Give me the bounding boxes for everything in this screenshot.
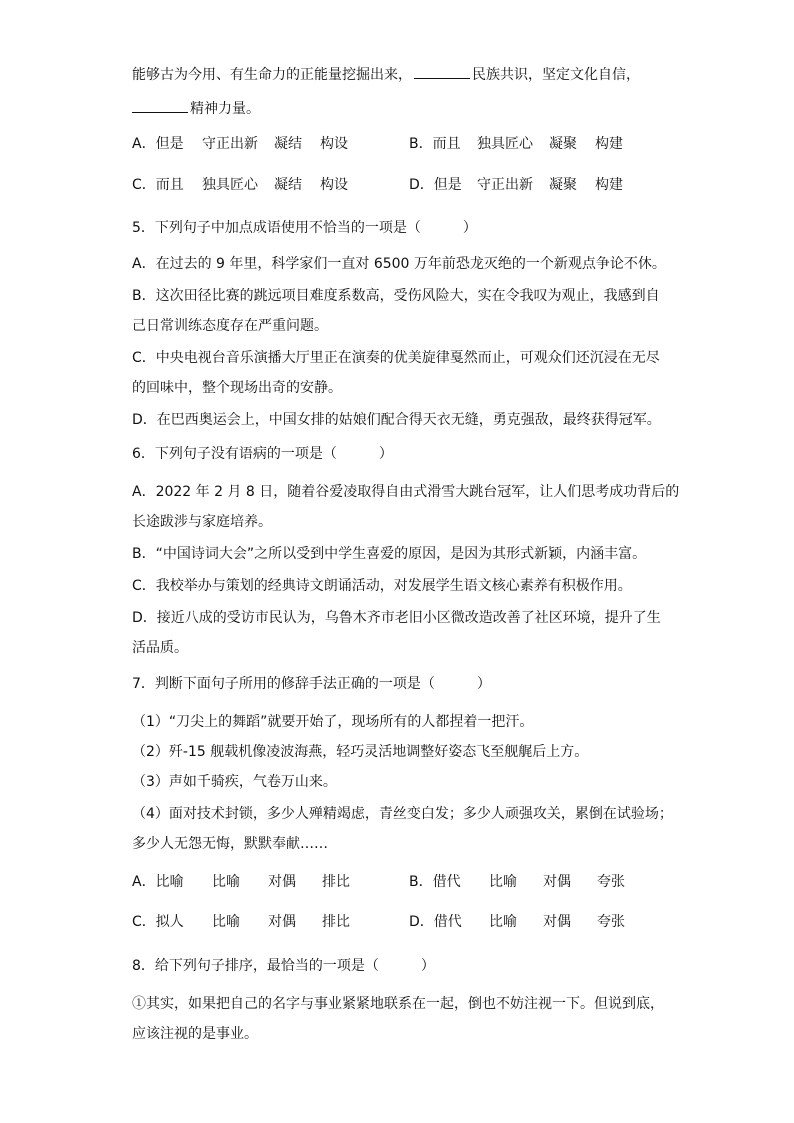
option-word: 比喻 (489, 874, 517, 890)
q6-option-d-line-2: 活品质。 (132, 640, 188, 656)
option-label: A．但是 (132, 136, 184, 152)
q4-text-a: 能够古为今用、有生命力的正能量挖掘出来， (132, 67, 412, 83)
q4-option-a[interactable] (132, 134, 348, 154)
q5-option-b-line-1[interactable]: B．这次田径比赛的跳远项目难度系数高，受伤风险大，实在令我叹为观止，我感到自 (132, 288, 660, 304)
option-label: D．但是 (409, 177, 462, 193)
q7-stem: 7．判断下面句子所用的修辞手法正确的一项是（ ） (132, 676, 491, 692)
option-word: 排比 (322, 874, 350, 890)
q4-text-b: 民族共识，坚定文化自信， (472, 67, 640, 83)
option-word: 凝结 (274, 136, 302, 152)
q8-sentence-1-line-2: 应该注视的是事业。 (132, 1026, 258, 1042)
option-word: 独具匠心 (202, 177, 258, 193)
q7-option-a[interactable] (132, 872, 350, 892)
q6-option-b[interactable]: B．“中国诗词大会”之所以受到中学生喜爱的原因，是因为其形式新颖，内涵丰富。 (132, 546, 647, 562)
option-word: 构设 (320, 136, 348, 152)
option-word: 凝聚 (549, 177, 577, 193)
q7-option-b[interactable] (409, 872, 625, 892)
option-word: 比喻 (212, 914, 240, 930)
option-word: 构设 (320, 177, 348, 193)
q7-option-c[interactable] (132, 912, 350, 932)
q8-sentence-1-line-1: ①其实，如果把自己的名字与事业紧紧地联系在一起，倒也不妨注视一下。但说到底， (132, 996, 664, 1012)
q5-option-b-line-2: 己日常训练态度存在严重问题。 (132, 318, 328, 334)
q4-option-d[interactable] (409, 175, 623, 195)
q5-option-c-line-1[interactable]: C．中央电视台音乐演播大厅里正在演奏的优美旋律戛然而止，可观众们还沉浸在无尽 (132, 350, 660, 366)
option-word: 独具匠心 (477, 136, 533, 152)
option-word: 凝结 (274, 177, 302, 193)
fill-blank[interactable] (132, 98, 188, 113)
fill-blank[interactable] (414, 64, 470, 79)
q6-option-a-line-2: 长途跋涉与家庭培养。 (132, 514, 272, 530)
option-label: C．而且 (132, 177, 184, 193)
option-word: 构建 (595, 177, 623, 193)
q7-sentence-3: （3）声如千骑疾，气卷万山来。 (132, 774, 337, 790)
option-word: 对偶 (268, 914, 296, 930)
option-label: B．借代 (409, 874, 461, 890)
q4-option-b[interactable] (409, 134, 623, 154)
option-word: 夸张 (597, 914, 625, 930)
option-word: 守正出新 (477, 177, 533, 193)
q7-sentence-4-line-2: 多少人无怨无悔，默默奉献…… (132, 836, 328, 852)
q7-sentence-1: （1）“刀尖上的舞蹈”就要开始了，现场所有的人都捏着一把汗。 (132, 714, 534, 730)
option-label: B．而且 (409, 136, 461, 152)
option-word: 守正出新 (202, 136, 258, 152)
q5-stem: 5．下列句子中加点成语使用不恰当的一项是（ ） (132, 220, 477, 236)
q6-option-d-line-1[interactable]: D．接近八成的受访市民认为，乌鲁木齐市老旧小区微改造改善了社区环境，提升了生 (132, 610, 661, 626)
q7-sentence-4-line-1: （4）面对技术封锁，多少人殚精竭虑，青丝变白发；多少人顽强攻关，累倒在试验场； (132, 806, 673, 822)
option-word: 夸张 (597, 874, 625, 890)
option-word: 对偶 (268, 874, 296, 890)
q7-option-d[interactable] (409, 912, 625, 932)
q4-stem-line-1 (132, 64, 640, 85)
option-word: 比喻 (212, 874, 240, 890)
option-label: C．拟人 (132, 914, 184, 930)
q7-sentence-2: （2）歼-15 舰载机像凌波海燕，轻巧灵活地调整好姿态飞至舰艉后上方。 (132, 744, 589, 760)
q6-stem: 6．下列句子没有语病的一项是（ ） (132, 446, 393, 462)
q4-stem-line-2 (132, 98, 260, 119)
option-word: 凝聚 (549, 136, 577, 152)
option-word: 对偶 (543, 874, 571, 890)
q6-option-a-line-1[interactable]: A．2022 年 2 月 8 日，随着谷爱凌取得自由式滑雪大跳台冠军，让人们思考成功背后的 (132, 484, 680, 500)
option-label: D．借代 (409, 914, 462, 930)
option-word: 对偶 (543, 914, 571, 930)
q8-stem: 8．给下列句子排序，最恰当的一项是（ ） (132, 958, 435, 974)
option-word: 构建 (595, 136, 623, 152)
q5-option-a[interactable]: A．在过去的 9 年里，科学家们一直对 6500 万年前恐龙灭绝的一个新观点争论不休。 (132, 256, 666, 272)
q5-option-c-line-2: 的回味中，整个现场出奇的安静。 (132, 380, 342, 396)
option-label: A．比喻 (132, 874, 184, 890)
q6-option-c[interactable]: C．我校举办与策划的经典诗文朗诵活动，对发展学生语文核心素养有积极作用。 (132, 578, 632, 594)
option-word: 比喻 (489, 914, 517, 930)
q4-option-c[interactable] (132, 175, 348, 195)
q5-option-d[interactable]: D．在巴西奥运会上，中国女排的姑娘们配合得天衣无缝，勇克强敌，最终获得冠军。 (132, 412, 661, 428)
option-word: 排比 (322, 914, 350, 930)
q4-text-c: 精神力量。 (190, 101, 260, 117)
